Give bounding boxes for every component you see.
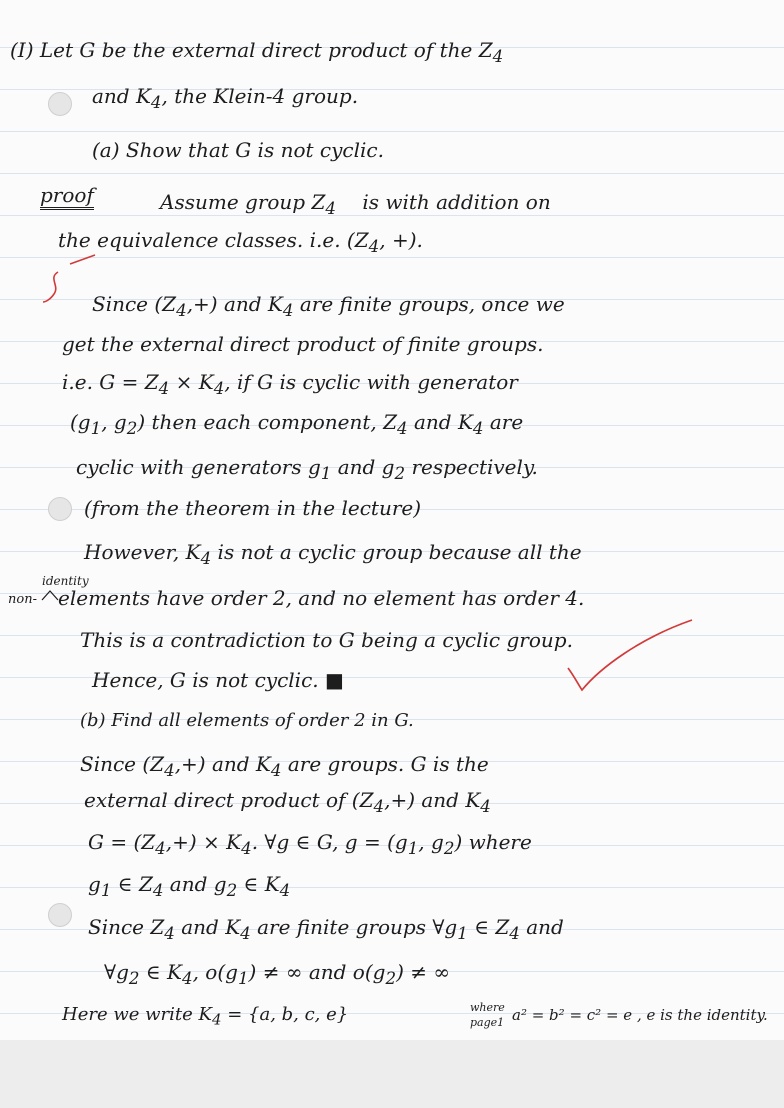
inserted-word: identity (42, 574, 89, 588)
line-1: (I) Let G be the external direct product of the $Z_4$ (10, 38, 504, 66)
line-19: $G = (Z_4,+) \times K_4$. ∀g ∈ G, $g = (g_1$, $g_2$) where (88, 830, 532, 858)
line-12: However, $K_4$ is not a cyclic group because all the (84, 540, 582, 568)
line-9: ($g_1$, $g_2$) then each component, $Z_4$ and $K_4$ are (70, 410, 524, 438)
line-18: external direct product of $(Z_4,+)$ and $K_4$ (84, 788, 491, 816)
check-mark (560, 618, 700, 698)
line-6: Since $(Z_4,+)$ and $K_4$ are finite groups, once we (92, 292, 565, 320)
scan-margin (0, 1040, 784, 1108)
binder-hole (48, 903, 72, 927)
line-22: $\forall g_2$ ∈ $K_4$, $o(g_1)$ ≠ ∞ and $o(g_2)$ ≠ ∞ (104, 960, 450, 988)
proof-label: proof (40, 183, 94, 210)
line-14: This is a contradiction to G being a cyclic group. (80, 628, 573, 652)
line-11: (from the theorem in the lecture) (84, 496, 422, 520)
line-4 (40, 183, 94, 210)
binder-hole (48, 92, 72, 116)
line-13: elements have order 2, and no element has order 4. (58, 586, 585, 610)
line-10: cyclic with generators $g_1$ and $g_2$ respectively. (76, 455, 538, 483)
non-prefix: non- (8, 592, 37, 607)
line-2: and $K_4$, the Klein-4 group. (92, 84, 359, 112)
where-note: where (470, 1001, 505, 1014)
line-21: Since $Z_4$ and $K_4$ are finite groups $\forall g_1$ ∈ $Z_4$ and (88, 915, 564, 943)
line-7: get the external direct product of finite groups. (62, 332, 544, 356)
line-5: the equivalence classes. i.e. ($Z_4$, +). (58, 228, 423, 256)
line-15: Hence, G is not cyclic. ■ (92, 668, 344, 692)
page-number: page1 (470, 1016, 505, 1029)
binder-hole (48, 497, 72, 521)
line-20: $g_1$ ∈ $Z_4$ and $g_2$ ∈ $K_4$ (88, 872, 291, 900)
line-17: Since $(Z_4,+)$ and $K_4$ are groups. G is the (80, 752, 489, 780)
line-23: Here we write $K_4 = \{a$, b, c, e} (62, 1004, 349, 1029)
line-4b: Assume group $Z_4$ is with addition on (160, 190, 551, 218)
line-23-end: a² = b² = c² = e , e is the identity. (512, 1006, 768, 1024)
line-3: (a) Show that G is not cyclic. (92, 138, 384, 162)
line-16: (b) Find all elements of order 2 in G. (80, 710, 414, 731)
line-8: i.e. $G = Z_4 \times K_4$, if G is cyclic with generator (62, 370, 518, 398)
